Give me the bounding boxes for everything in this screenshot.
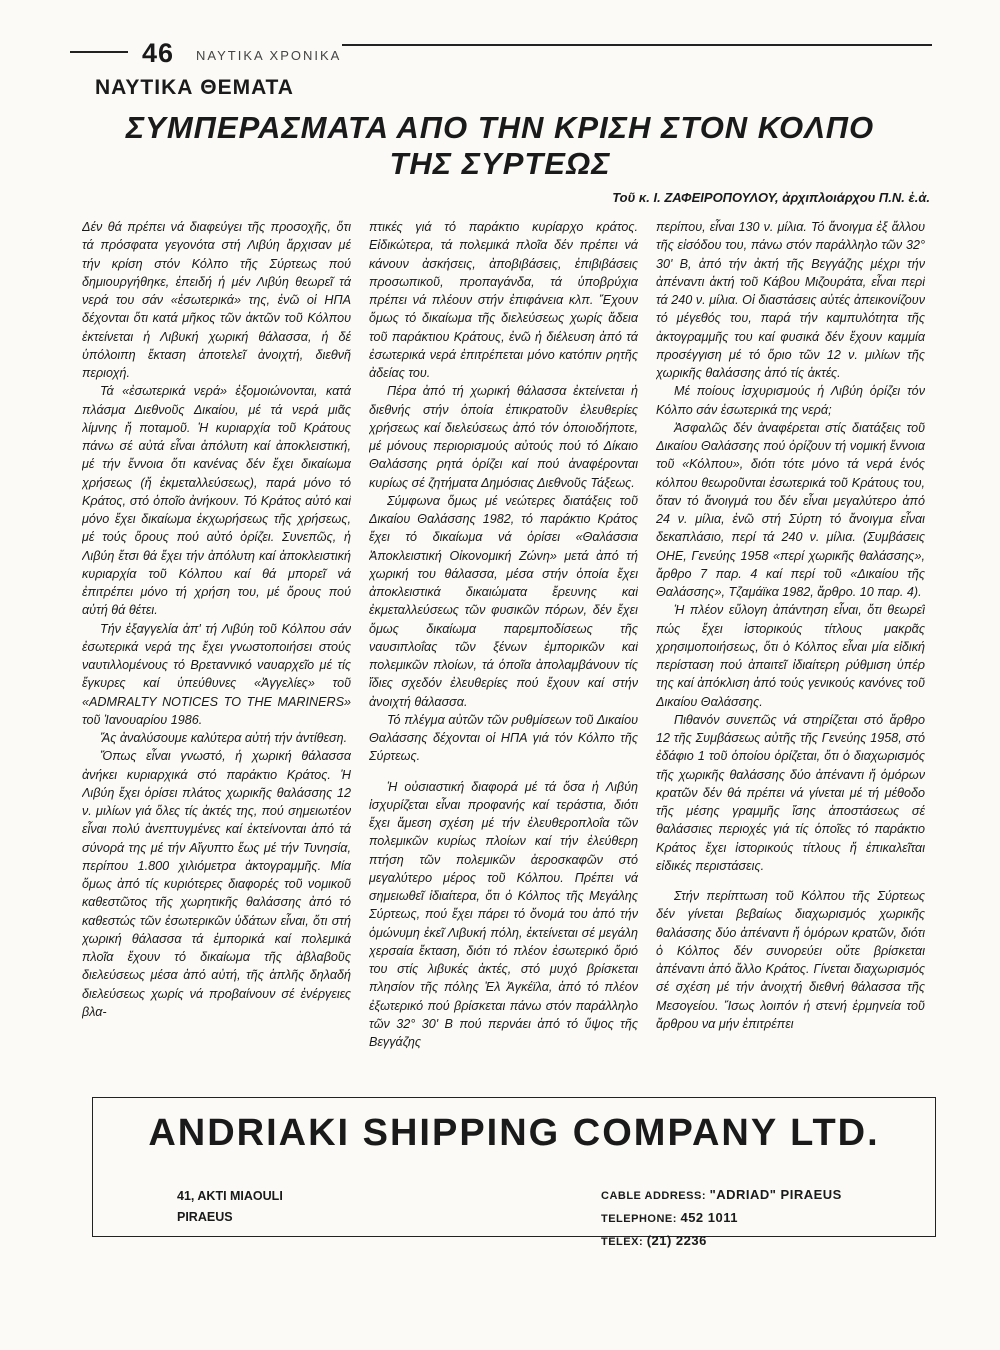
paragraph: Τήν ἐξαγγελία ἀπ' τή Λιβύη τοῦ Κόλπου σάν ἐσωτερικά νερά της ἔχει γνωστοποιήσει στούς ναυτιλλομένους τό Βρεταννικό ναυαρχεῖο μέ τίς ἔγκυρες καί ὑπεύθυνες «Ἀγγελίες» τοῦ «ADMRALTY NOTICES TO THE MARINERS» τοῦ Ἰανουαρίου 1986. bbox=[82, 621, 351, 727]
paragraph: Στήν περίπτωση τοῦ Κόλπου τῆς Σύρτεως δέν γίνεται βεβαίως διαχωρισμός χωρικῆς θαλάσσης δύο ἀπέναντι ἤ ὁμόρων κρατῶν, διότι ὁ Κόλπος δέν συνορεύει οὔτε βρίσκεται ἀπέναντι ἀπό ἄλλο Κράτος. Γίνεται διαχωρισμός σέ σχέση μέ τήν ἀνοιχτή διεθνή θάλασσα τῆς Μεσογείου. Ἴσως λοιπόν ἡ στενή ἑρμηνεία τοῦ ἄρθρου να μήν ἐπιτρέπει bbox=[656, 889, 925, 1031]
paragraph: Ἀσφαλῶς δέν ἀναφέρεται στίς διατάξεις τοῦ Δικαίου Θαλάσσης πού ὁρίζουν τή νομική ἔννοια τοῦ «Κόλπου», διότι τότε μόνο τά νερά ἑνός κόλπου θεωροῦνται ἐσωτερικά τοῦ Κράτους του, ὅταν τό ἄνοιγμά του δέν εἶναι μεγαλύτερο ἀπό 24 ν. μίλια, ἐνῶ στή Σύρτη τό ἄνοιγμα εἶναι δεκαπλάσιο, περί τά 240 ν. μίλια. (Συμβάσεις ΟΗΕ, Γενεύης 1958 «περί χωρικῆς θαλάσσης», ἄρθρο 7 παρ. 4 καί περί τοῦ «Δικαίου τῆς Θαλάσσης», Τζαμάϊκα 1982, ἄρθρο. 10 παρ. 4). bbox=[656, 420, 925, 599]
ad-contact bbox=[601, 1184, 842, 1253]
text-column-1 bbox=[82, 218, 351, 1084]
paragraph: πτικές γιά τό παράκτιο κυρίαρχο κράτος. Εἰδικώτερα, τά πολεμικά πλοῖα δέν πρέπει νά κάνουν ἀσκήσεις, ἀποβιβάσεις, ἐπιβιβάσεις προσωπικοῦ, προπαγάνδα, τά ὑποβρύχια πρέπει νά πλέουν στήν ἐπιφάνεια κλπ. Ἔχουν ὅμως τό δικαίωμα τῆς διελεύσεως χωρίς ἄδεια τοῦ παράκτιου Κράτους, ἐνῶ ἡ διέλευση ἀπό τά ἐσωτερικά νερά ἐπιτρέπεται μόνο κατόπιν ρητῆς ἀδείας του. bbox=[369, 220, 638, 380]
advertisement-box bbox=[92, 1097, 936, 1248]
paragraph: Ἡ πλέον εὔλογη ἀπάντηση εἶναι, ὅτι θεωρεῖ πώς ἔχει ἱστορικούς τίτλους μακρᾶς χρησιμοποιήσεως, ὅτι ὁ Κόλπος εἶναι μία εἰδική περίσταση πού ἀπαιτεῖ ἰδιαίτερη ρύθμιση ὑπέρ της καί ἀπόκλιση ἀπό τούς γενικούς κανόνες τοῦ Δικαίου Θαλάσσης. bbox=[656, 603, 925, 709]
ad-address-line-1: 41, AKTI MIAOULI bbox=[177, 1189, 283, 1203]
article-title bbox=[70, 110, 930, 182]
ad-telephone-label: TELEPHONE: bbox=[601, 1213, 677, 1225]
magazine-name: ΝΑΥΤΙΚΑ ΧΡΟΝΙΚΑ bbox=[196, 48, 342, 63]
paragraph: Τά «ἐσωτερικά νερά» ἐξομοιώνονται, κατά πλάσμα Διεθνοῦς Δικαίου, μέ τά νερά μιᾶς λίμνης ἤ ποταμοῦ. Ἡ κυριαρχία τοῦ Κράτους πάνω σέ αὐτά εἶναι ἀπόλυτη καί ἀποκλειστική, μέ τήν ἔννοια ὅτι κανένας δέν ἔχει δικαίωμα χρήσεως (ἤ ἐκμεταλλεύσεως), παρά μόνο τό Κράτος, στό ὁποῖο ἀνήκουν. Τό Κράτος αὐτό καί μόνο ἔχει δικαίωμα ἐκχωρήσεως τῆς χρήσεως, μέ τούς ὅρους πού αὐτό ὁρίζει. Συνεπῶς, ἡ Λιβύη ἔτσι θά ἔχει τήν ἀπόλυτη καί ἀποκλειστική κυριαρχία τοῦ Κόλπου καί θά μπορεῖ νά ἐπιτρέπει μόνο τή χρήση του, μέ ὅρους πού αὐτή θά θέτει. bbox=[82, 384, 351, 618]
header-rule-left bbox=[70, 51, 128, 53]
ad-cable-value: "ADRIAD" PIRAEUS bbox=[709, 1187, 842, 1202]
paragraph: Πιθανόν συνεπῶς νά στηρίζεται στό ἄρθρο 12 τῆς Συμβάσεως αὐτῆς τῆς Γενεύης 1958, στό ἐδάφιο 1 τοῦ ὁποίου ὁρίζεται, ὅτι ὁ διαχωρισμός τῆς χωρικῆς θαλάσσης δύο ἀπέναντι ἤ ὁμόρων κρατῶν δέν θά πρέπει νά γίνεται μέ τή μέθοδο τῆς μέσης γραμμῆς ἴσης ἀποστάσεως σέ θαλάσσιες περιοχές γιά τίς ὁποῖες τό παράκτιο Κράτος ἔχει ἱστορικούς τίτλους ἤ ἐπικαλεῖται εἰδικές περιστάσεις. bbox=[656, 712, 925, 873]
paragraph: Ἄς ἀναλύσουμε καλύτερα αὐτή τήν ἀντίθεση. bbox=[100, 731, 348, 745]
paragraph: Σύμφωνα ὅμως μέ νεώτερες διατάξεις τοῦ Δικαίου Θαλάσσης 1982, τό παράκτιο Κράτος ἔχει τό δικαίωμα νά ὁρίσει «Θαλάσσια Ἀποκλειστική Οἰκονομική Ζώνη» μετά ἀπό τή χωρική του θάλασσα, μέσα στήν ὁποία ἔχει ἀποκλειστικά δικαιώματα ἔρευνης καί ἐκμεταλλεύσεως τῶν φυσικῶν πόρων, δέν ἔχει ὅμως δικαίωμα παρεμποδίσεως τῆς ναυσιπλοΐας τῶν ξένων ἐμπορικῶν καί πολεμικῶν πλοίων, τά ὁποῖα ἀπολαμβάνουν τίς ἴδιες σχεδόν ἐλευθερίες πού ἔχουν καί στήν ἀνοιχτή θάλασσα. bbox=[369, 493, 638, 709]
paragraph: Ἡ οὐσιαστική διαφορά μέ τά ὅσα ἡ Λιβύη ἰσχυρίζεται εἶναι προφανής καί τεράστια, διότι ἔχει ἄμεση σχέση μέ τήν ἐλευθεροπλοΐα τῶν πολεμικῶν κυρίως πλοίων καί τήν ἐλεύθερη πτήση τῶν πολεμικῶν ἀεροσκαφῶν στό μεγαλύτερο μέρος τοῦ Κόλπου. Πρέπει νά σημειωθεῖ ἰδιαίτερα, ὅτι ὁ Κόλπος τῆς Μεγάλης Σύρτεως, πού ἔχει πάρει τό ὄνομά του ἀπό τήν ὁμώνυμη ἐκεῖ Λιβυκή πόλη, ἐκτείνεται σέ μεγάλη χερσαία ἔκταση, διότι τό πλέον ἐσωτερικό ὅριό του στίς λιβυκές ἀκτές, στό μυχό βρίσκεται πλησίον τῆς πόλης Ἐλ Ἀγκέϊλα, ἀπό τό πλέον ἐξωτερικό πού βρίσκεται πάνω στόν παράλληλο τῶν 32° 30' Β πού περνάει ἀπό τό ὕψος τῆς Βεγγάζης bbox=[369, 779, 638, 1049]
ad-cable-label: CABLE ADDRESS: bbox=[601, 1190, 706, 1202]
ad-company-name: ANDRIAKI SHIPPING COMPANY LTD. bbox=[148, 1112, 880, 1154]
article-title-line-2: ΤΗΣ ΣΥΡΤΕΩΣ bbox=[389, 146, 611, 181]
page-number: 46 bbox=[142, 38, 175, 68]
paragraph: Τό πλέγμα αὐτῶν τῶν ρυθμίσεων τοῦ Δικαίου Θαλάσσης δέχονται οἱ ΗΠΑ γιά τόν Κόλπο τῆς Σύρτεως. bbox=[369, 712, 638, 764]
paragraph: Πέρα ἀπό τή χωρική θάλασσα ἐκτείνεται ἡ διεθνής στήν ὁποία ἐπικρατοῦν ἐλευθερίες χρήσεως καί διελεύσεως ἀπό τόν ὁποιοδήποτε, μέ μόνους περιορισμούς αὐτούς πού τό Δίκαιο Θαλάσσης ρητά ὁρίζει καί πού ἀναφέρονται κυρίως σέ ζητήματα Δημόσιας Διεθνοῦς Τάξεως. bbox=[369, 384, 638, 490]
text-column-3 bbox=[656, 218, 925, 1084]
section-title: ΝΑΥΤΙΚΑ ΘΕΜΑΤΑ bbox=[95, 76, 294, 99]
running-header bbox=[70, 38, 932, 68]
ad-address-line-2: PIRAEUS bbox=[177, 1210, 233, 1224]
ad-cable-row bbox=[601, 1184, 842, 1207]
paragraph: περίπου, εἶναι 130 ν. μίλια. Τό ἄνοιγμα ἐξ ἄλλου τῆς εἰσόδου του, πάνω στόν παράλληλο τῶν 32° 30' Β, ἀπό τήν ἀκτή τῆς Βεγγάζης μέχρι τήν ἀπέναντι ἀκτή τοῦ Κάβου Μιζουράτα, εἶναι περί τά 240 ν. μίλια. Οἱ διαστάσεις αὐτές ἀπεικονίζουν τό μέγεθός του, παρά τήν καμπυλότητα τῆς ἀκτογραμμῆς του καί φυσικά δέν ἔχουν καμμία προσέγγιση μέ τό ὅριο τῶν 12 ν. μιλίων τῆς χωρικῆς θαλάσσης ἀπό τίς ἀκτές. bbox=[656, 220, 925, 380]
header-rule-right bbox=[342, 44, 932, 46]
ad-telex-row bbox=[601, 1230, 842, 1253]
ad-telex-label: TELEX: bbox=[601, 1236, 644, 1248]
ad-telephone-value: 452 1011 bbox=[680, 1210, 738, 1225]
paragraph: Μέ ποίους ἰσχυρισμούς ἡ Λιβύη ὁρίζει τόν Κόλπο σάν ἐσωτερικά της νερά; bbox=[656, 384, 925, 417]
article-byline: Τοῦ κ. Ι. ΖΑΦΕΙΡΟΠΟΥΛΟΥ, ἀρχιπλοιάρχου Π.Ν. ἐ.ἀ. bbox=[612, 190, 930, 205]
article-title-line-1: ΣΥΜΠΕΡΑΣΜΑΤΑ ΑΠΟ ΤΗΝ ΚΡΙΣΗ ΣΤΟΝ ΚΟΛΠΟ bbox=[125, 110, 875, 145]
paragraph: Ὅπως εἶναι γνωστό, ἡ χωρική θάλασσα ἀνήκει κυριαρχικά στό παράκτιο Κράτος. Ἡ Λιβύη ἔχει ὁρίσει πλάτος χωρικῆς θαλάσσης 12 ν. μιλίων γιά ὅλες τίς ἀκτές της, πού σημειωτέον εἶναι πολύ ἀνεπτυγμένες καί ἐκτείνονται ἀπό τά σύνορά της μέ τήν Αἴγυπτο ἕως μέ τήν Τυνησία, περίπου 1.800 χιλιόμετρα ἀκτογραμμῆς. Μία ὅμως ἀπό τίς κυριότερες διαφορές τοῦ νομικοῦ καθεστῶτος τῆς χωρητικῆς θαλάσσης ἀπό τό καθεστώς τῶν ἐσωτερικῶν ὑδάτων εἶναι, ὅτι στή χωρική θάλασσα τά ἐμπορικά καί πολεμικά πλοῖα ἔχουν τό δικαίωμα τῆς ἀβλαβοῦς διελεύσεως μέσα ἀπό αὐτή, τῆς ἁπλῆς δηλαδή διελεύσεως χωρίς νά προβαίνουν σέ ἐνέργειες βλα- bbox=[82, 749, 351, 1019]
ad-address bbox=[177, 1186, 283, 1228]
text-column-2 bbox=[369, 218, 638, 1084]
ad-telex-value: (21) 2236 bbox=[646, 1233, 707, 1248]
ad-telephone-row bbox=[601, 1207, 842, 1230]
paragraph: Δέν θά πρέπει νά διαφεύγει τῆς προσοχῆς, ὅτι τά πρόσφατα γεγονότα στή Λιβύη ἄρχισαν μέ τήν κρίση στόν Κόλπο τῆς Σύρτεως πού δημιουργήθηκε, ἐπειδή ἡ μέν Λιβύη θεωρεῖ τά νερά του σάν «ἐσωτερικά» της, ἐνῶ οἱ ΗΠΑ δέχονται ὅτι κατά μῆκος τῶν ἀκτῶν τοῦ Κόλπου ἐκτείνεται ἡ Λιβυκή χωρική θάλασσα, ἡ δέ ὑπόλοιπη ἔκταση ἀποτελεῖ ἀνοιχτή, διεθνῆ περιοχή. bbox=[82, 220, 351, 380]
